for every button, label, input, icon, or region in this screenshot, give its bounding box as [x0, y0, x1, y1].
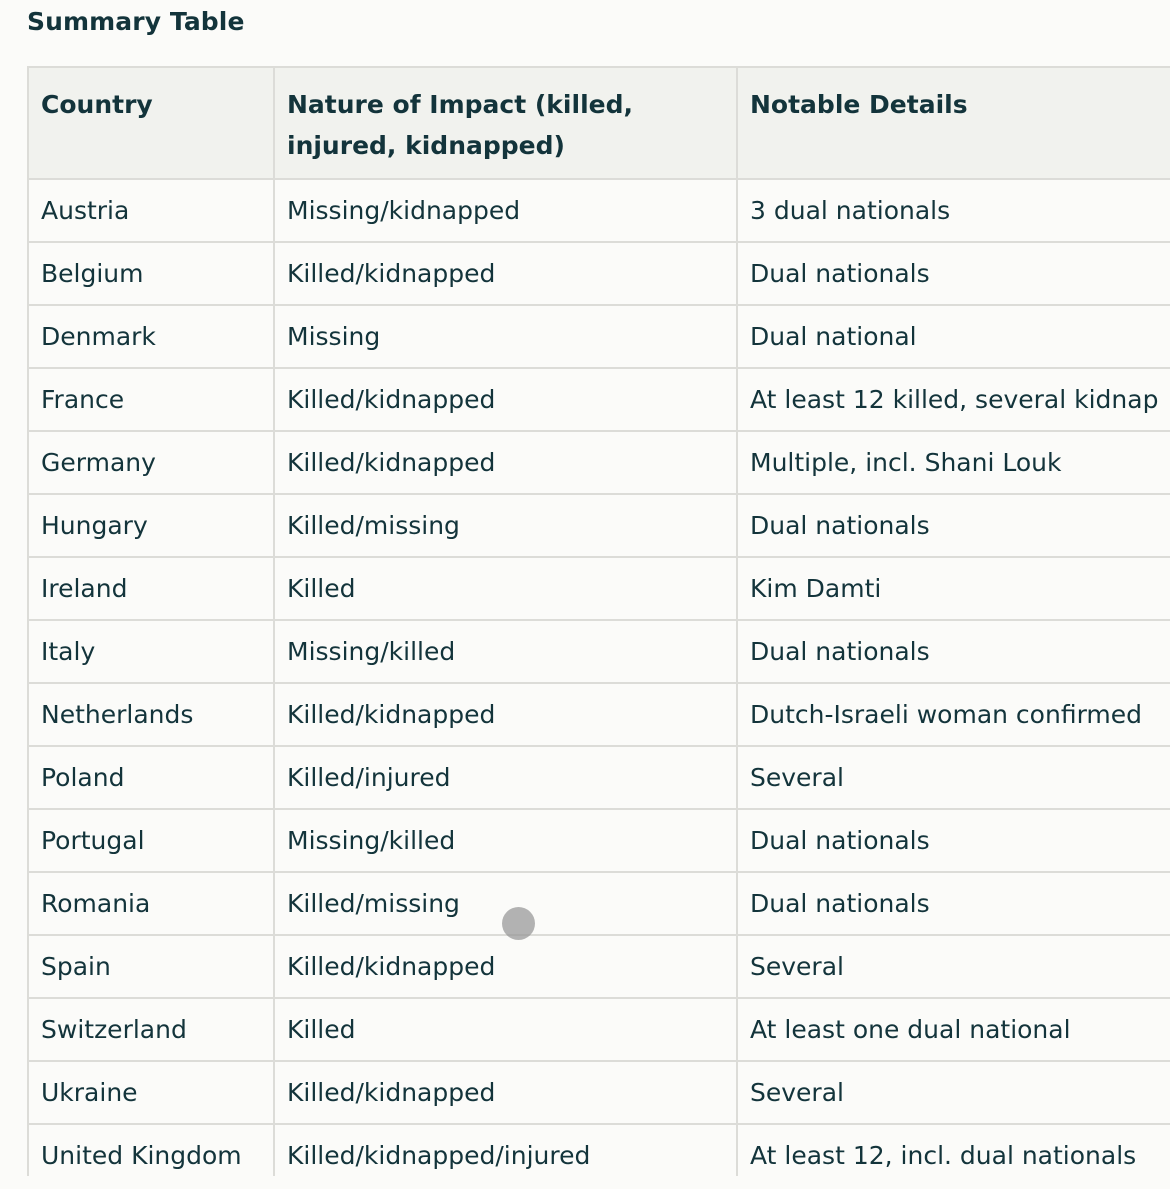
table-row	[28, 935, 1170, 998]
table-row	[28, 242, 1170, 305]
column-header-impact: Nature of Impact (killed, injured, kidnapped)	[274, 67, 737, 179]
cell-impact: Killed/missing	[274, 494, 737, 557]
summary-table	[27, 66, 1170, 1176]
table-row	[28, 746, 1170, 809]
cell-country: Poland	[28, 746, 274, 809]
cell-impact: Killed/kidnapped	[274, 683, 737, 746]
table-row	[28, 494, 1170, 557]
cell-details: Dual national	[737, 305, 1170, 368]
table-row	[28, 620, 1170, 683]
cell-details: At least 12 killed, several kidnap	[737, 368, 1170, 431]
cell-country: France	[28, 368, 274, 431]
cell-country: United Kingdom	[28, 1124, 274, 1176]
cell-country: Hungary	[28, 494, 274, 557]
cell-details: Dual nationals	[737, 242, 1170, 305]
table-row	[28, 998, 1170, 1061]
cell-impact: Killed/kidnapped	[274, 242, 737, 305]
cell-impact: Killed	[274, 557, 737, 620]
cell-country: Ukraine	[28, 1061, 274, 1124]
column-header-country: Country	[28, 67, 274, 179]
cell-impact: Missing	[274, 305, 737, 368]
table-row	[28, 809, 1170, 872]
table-row	[28, 683, 1170, 746]
cell-impact: Missing/killed	[274, 620, 737, 683]
cell-details: 3 dual nationals	[737, 179, 1170, 242]
cell-impact: Killed	[274, 998, 737, 1061]
cell-impact: Killed/missing	[274, 872, 737, 935]
table-row	[28, 1124, 1170, 1176]
cell-country: Romania	[28, 872, 274, 935]
table-row	[28, 1061, 1170, 1124]
cell-details: Dual nationals	[737, 809, 1170, 872]
cell-country: Denmark	[28, 305, 274, 368]
cell-details: Dual nationals	[737, 620, 1170, 683]
cell-country: Italy	[28, 620, 274, 683]
cell-country: Portugal	[28, 809, 274, 872]
column-header-details: Notable Details	[737, 67, 1170, 179]
table-row	[28, 872, 1170, 935]
cell-details: Multiple, incl. Shani Louk	[737, 431, 1170, 494]
table-row	[28, 305, 1170, 368]
cell-country: Netherlands	[28, 683, 274, 746]
cell-impact: Killed/kidnapped	[274, 368, 737, 431]
cell-details: Dual nationals	[737, 494, 1170, 557]
cell-impact: Killed/kidnapped	[274, 431, 737, 494]
table-scroll-container[interactable]	[27, 66, 1170, 1176]
table-row	[28, 431, 1170, 494]
cell-impact: Killed/kidnapped	[274, 935, 737, 998]
cell-details: At least one dual national	[737, 998, 1170, 1061]
cell-details: Kim Damti	[737, 557, 1170, 620]
cell-details: At least 12, incl. dual nationals	[737, 1124, 1170, 1176]
cell-impact: Killed/injured	[274, 746, 737, 809]
cell-impact: Missing/killed	[274, 809, 737, 872]
cell-impact: Killed/kidnapped	[274, 1061, 737, 1124]
cell-country: Germany	[28, 431, 274, 494]
table-body	[28, 179, 1170, 1176]
cell-country: Belgium	[28, 242, 274, 305]
cell-impact: Missing/kidnapped	[274, 179, 737, 242]
section-title: Summary Table	[27, 7, 245, 36]
touch-cursor-indicator	[502, 907, 535, 940]
cell-country: Switzerland	[28, 998, 274, 1061]
cell-details: Several	[737, 746, 1170, 809]
table-header-row	[28, 67, 1170, 179]
cell-country: Austria	[28, 179, 274, 242]
cell-details: Dutch-Israeli woman confirmed	[737, 683, 1170, 746]
table-row	[28, 179, 1170, 242]
cell-impact: Killed/kidnapped/injured	[274, 1124, 737, 1176]
cell-details: Several	[737, 935, 1170, 998]
cell-details: Dual nationals	[737, 872, 1170, 935]
cell-country: Ireland	[28, 557, 274, 620]
cell-details: Several	[737, 1061, 1170, 1124]
table-row	[28, 557, 1170, 620]
table-row	[28, 368, 1170, 431]
cell-country: Spain	[28, 935, 274, 998]
